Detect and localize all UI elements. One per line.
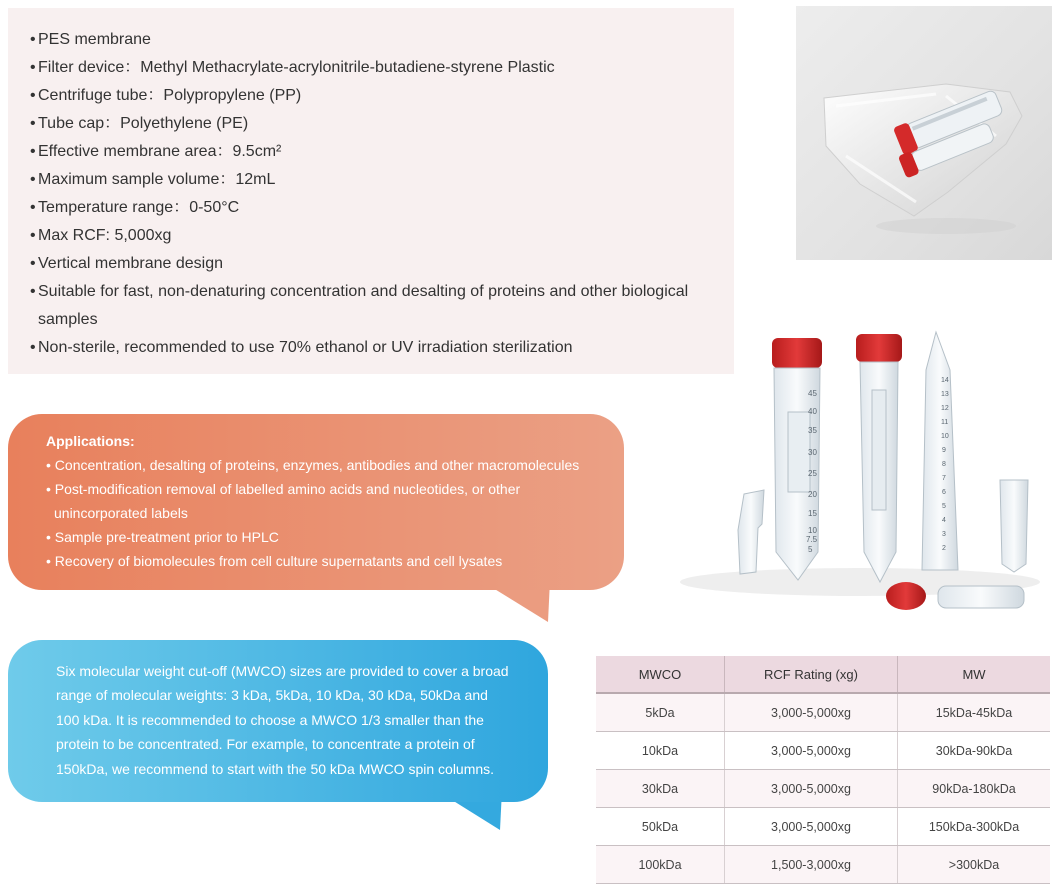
spec-item: • PES membrane xyxy=(30,31,151,48)
svg-text:30: 30 xyxy=(808,448,817,457)
table-row xyxy=(596,808,1050,846)
column-header-mwco: MWCO xyxy=(596,656,725,693)
table-cell: 30kDa-90kDa xyxy=(898,732,1051,770)
spec-item: • Temperature range：0-50°C xyxy=(30,199,240,216)
svg-text:6: 6 xyxy=(942,489,946,496)
svg-text:5: 5 xyxy=(808,545,813,554)
svg-text:11: 11 xyxy=(941,419,949,426)
table-cell: 3,000-5,000xg xyxy=(725,770,898,808)
svg-text:13: 13 xyxy=(941,391,949,398)
svg-text:25: 25 xyxy=(808,469,817,478)
column-header-rcf: RCF Rating (xg) xyxy=(725,656,898,693)
tubes-photo xyxy=(660,320,1056,630)
applications-list xyxy=(46,453,624,573)
large-tube-scale xyxy=(806,389,818,554)
svg-text:45: 45 xyxy=(808,389,817,398)
table-cell: 1,500-3,000xg xyxy=(725,846,898,884)
svg-text:12: 12 xyxy=(941,405,949,412)
svg-text:4: 4 xyxy=(942,517,946,524)
mwco-table xyxy=(596,656,1050,884)
svg-text:14: 14 xyxy=(941,377,949,384)
tubes-illustration xyxy=(660,320,1056,630)
application-item: • Recovery of biomolecules from cell culture supernatants and cell lysates xyxy=(46,553,503,569)
spec-item: • Suitable for fast, non-denaturing concentration and desalting of proteins and other biological samples xyxy=(30,283,689,328)
table-cell: 3,000-5,000xg xyxy=(725,808,898,846)
specifications-list xyxy=(8,8,734,362)
svg-text:10: 10 xyxy=(941,433,949,440)
table-cell: 5kDa xyxy=(596,693,725,732)
svg-text:40: 40 xyxy=(808,407,817,416)
svg-text:8: 8 xyxy=(942,461,946,468)
svg-text:9: 9 xyxy=(942,447,946,454)
spec-item: • Effective membrane area：9.5cm² xyxy=(30,143,282,160)
mwco-note-text: Six molecular weight cut-off (MWCO) sizes are provided to cover a broad range of molecular weights: 3 kDa, 5kDa, 10 kDa, 30 kDa, 50kDa and 100 kDa. It is recommended to choose a MWCO 1/3 smaller than the protein to be concentrated. For example, to concentrate a protein of 150kDa, we recommend to start with the 50 kDa MWCO spin columns. xyxy=(56,663,509,777)
svg-text:7: 7 xyxy=(942,475,946,482)
svg-text:3: 3 xyxy=(942,531,946,538)
svg-text:20: 20 xyxy=(808,490,817,499)
table-row xyxy=(596,770,1050,808)
table-cell: 3,000-5,000xg xyxy=(725,732,898,770)
packaged-device-illustration xyxy=(796,6,1052,260)
table-cell: 30kDa xyxy=(596,770,725,808)
specifications-panel xyxy=(8,8,734,374)
column-header-mw: MW xyxy=(898,656,1051,693)
table-cell: 15kDa-45kDa xyxy=(898,693,1051,732)
application-item: • Concentration, desalting of proteins, enzymes, antibodies and other macromolecules xyxy=(46,457,580,473)
table-header-row xyxy=(596,656,1050,693)
table-cell: 90kDa-180kDa xyxy=(898,770,1051,808)
table-row xyxy=(596,846,1050,884)
table-cell: 10kDa xyxy=(596,732,725,770)
application-item: • Sample pre-treatment prior to HPLC xyxy=(46,529,279,545)
application-item: • Post-modification removal of labelled amino acids and nucleotides, or other unincorporated labels xyxy=(46,481,521,521)
spec-item: • Non-sterile, recommended to use 70% ethanol or UV irradiation sterilization xyxy=(30,339,573,356)
table-cell: 100kDa xyxy=(596,846,725,884)
applications-bubble xyxy=(8,414,624,590)
spec-item: • Vertical membrane design xyxy=(30,255,223,272)
mwco-note-bubble xyxy=(8,640,548,802)
spec-item: • Centrifuge tube：Polypropylene (PP) xyxy=(30,87,302,104)
svg-text:5: 5 xyxy=(942,503,946,510)
table-cell: 3,000-5,000xg xyxy=(725,693,898,732)
table-cell: >300kDa xyxy=(898,846,1051,884)
spec-item: • Max RCF: 5,000xg xyxy=(30,227,172,244)
table-cell: 150kDa-300kDa xyxy=(898,808,1051,846)
packaged-device-photo xyxy=(796,6,1052,260)
table-cell: 50kDa xyxy=(596,808,725,846)
svg-text:7.5: 7.5 xyxy=(806,535,818,544)
table-row xyxy=(596,732,1050,770)
spec-item: • Maximum sample volume：12mL xyxy=(30,171,276,188)
table-row xyxy=(596,693,1050,732)
applications-title: Applications: xyxy=(46,433,135,449)
spec-item: • Filter device：Methyl Methacrylate-acrylonitrile-butadiene-styrene Plastic xyxy=(30,59,555,76)
svg-text:35: 35 xyxy=(808,426,817,435)
svg-text:10: 10 xyxy=(808,526,817,535)
spec-item: • Tube cap：Polyethylene (PE) xyxy=(30,115,249,132)
svg-text:15: 15 xyxy=(808,509,817,518)
svg-text:2: 2 xyxy=(942,545,946,552)
